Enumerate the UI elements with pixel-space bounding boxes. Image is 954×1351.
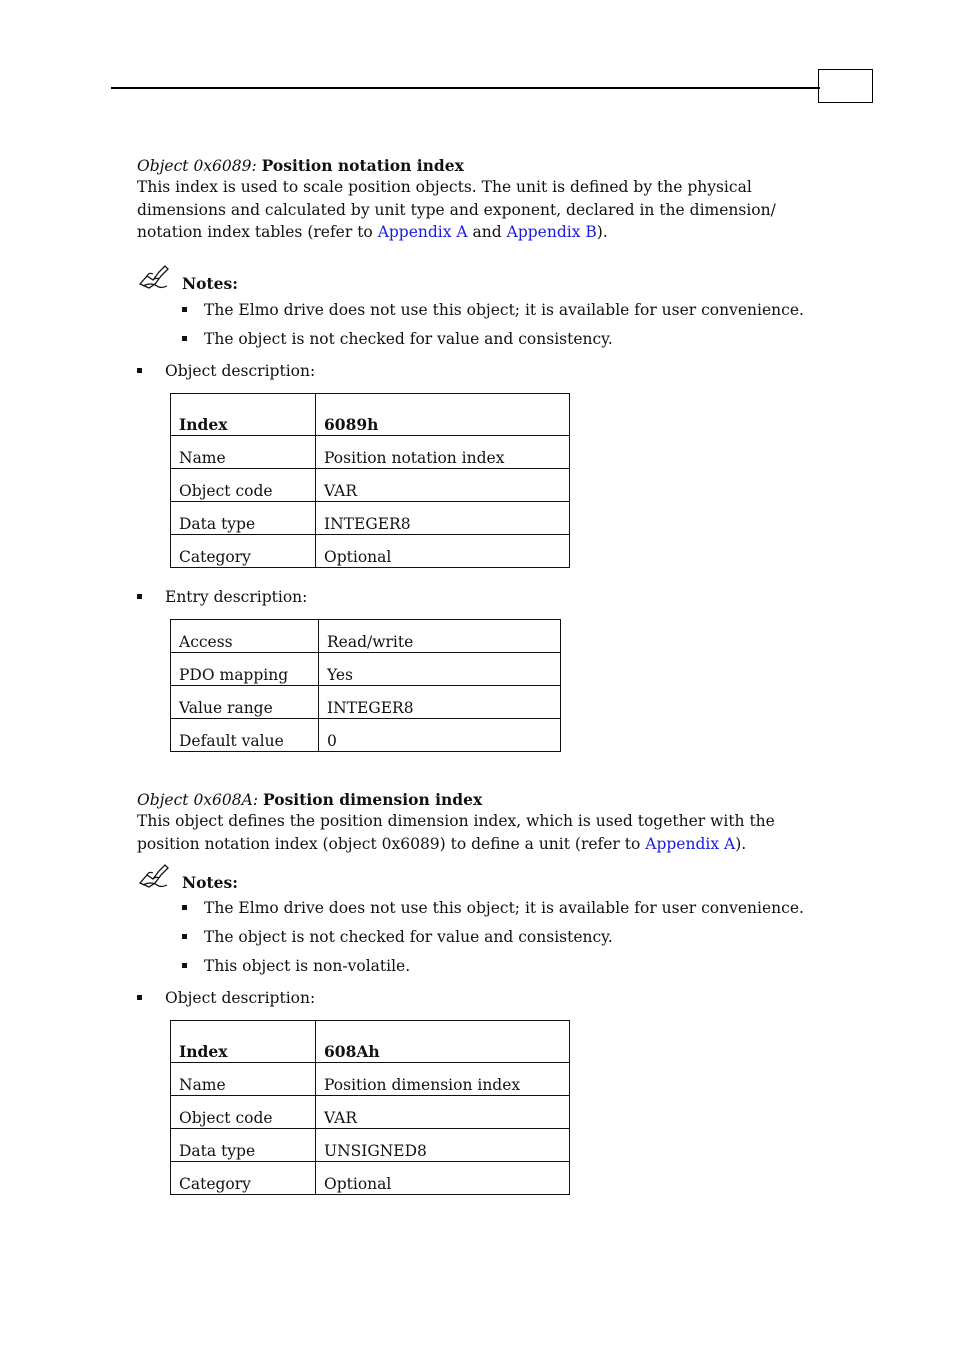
object-id: Object 0x608A: — [137, 791, 259, 809]
table-cell: Index — [171, 1021, 316, 1063]
bullet-icon — [182, 307, 187, 312]
entry-description-table — [170, 619, 561, 752]
table-cell: Yes — [319, 653, 561, 686]
table-cell: Read/write — [319, 620, 561, 653]
table-cell: 0 — [319, 719, 561, 752]
table-row — [171, 394, 570, 436]
table-row — [171, 1021, 570, 1063]
writing-hand-icon — [137, 262, 171, 292]
table-cell: Access — [171, 620, 319, 653]
paragraph-text: ). — [735, 834, 747, 853]
bullet-icon — [182, 905, 187, 910]
table-cell: 608Ah — [316, 1021, 570, 1063]
table-row — [171, 502, 570, 535]
table-row — [171, 653, 561, 686]
paragraph-text: This object defines the position dimension index, which is used together with the position notation index (object 0x6089) to define a unit (refer to — [137, 812, 775, 853]
table-cell: Category — [171, 1162, 316, 1195]
bullet-icon — [182, 336, 187, 341]
table-cell: Category — [171, 535, 316, 568]
table-cell: Optional — [316, 1162, 570, 1195]
object-paragraph — [137, 176, 777, 244]
table-cell: Name — [171, 1063, 316, 1096]
appendix-a-link[interactable]: Appendix A — [645, 834, 736, 853]
paragraph-text: This index is used to scale position objects. The unit is defined by the physical dimensions and calculated by unit type and exponent, declared in the dimension/ notation index tables (refer to — [137, 178, 776, 241]
table-cell: UNSIGNED8 — [316, 1129, 570, 1162]
table-cell: Value range — [171, 686, 319, 719]
table-cell: Optional — [316, 535, 570, 568]
object-description-table — [170, 393, 570, 568]
table-row — [171, 1162, 570, 1195]
table-cell: Position notation index — [316, 436, 570, 469]
object-name: Position dimension index — [263, 790, 483, 809]
table-row — [171, 620, 561, 653]
table-row — [171, 686, 561, 719]
table-cell: VAR — [316, 1096, 570, 1129]
bullet-icon — [182, 963, 187, 968]
object-name: Position notation index — [261, 156, 464, 175]
table-row — [171, 535, 570, 568]
table-row — [171, 719, 561, 752]
section-608a — [137, 790, 837, 855]
table-cell: Data type — [171, 1129, 316, 1162]
table-cell: PDO mapping — [171, 653, 319, 686]
table-row — [171, 1063, 570, 1096]
table-row — [171, 1096, 570, 1129]
object-id: Object 0x6089: — [137, 157, 257, 175]
section-6089 — [137, 156, 837, 244]
table-row — [171, 436, 570, 469]
notes-label: Notes: — [182, 274, 238, 293]
table-cell: INTEGER8 — [319, 686, 561, 719]
notes-label: Notes: — [182, 873, 238, 892]
bullet-icon — [137, 368, 142, 373]
table-cell: Name — [171, 436, 316, 469]
header-rule — [111, 87, 820, 89]
table-cell: Default value — [171, 719, 319, 752]
table-cell: Object code — [171, 1096, 316, 1129]
object-description-table — [170, 1020, 570, 1195]
table-cell: Index — [171, 394, 316, 436]
table-cell: INTEGER8 — [316, 502, 570, 535]
object-title — [137, 790, 837, 810]
table-cell: 6089h — [316, 394, 570, 436]
table-row — [171, 469, 570, 502]
appendix-a-link[interactable]: Appendix A — [377, 223, 468, 241]
object-paragraph — [137, 810, 837, 855]
object-title — [137, 156, 837, 176]
table-cell: Data type — [171, 502, 316, 535]
writing-hand-icon — [137, 861, 171, 891]
table-cell: Object code — [171, 469, 316, 502]
bullet-icon — [137, 995, 142, 1000]
bullet-icon — [182, 934, 187, 939]
paragraph-text: ). — [596, 223, 608, 241]
bullet-icon — [137, 594, 142, 599]
table-cell: VAR — [316, 469, 570, 502]
paragraph-text: and — [467, 223, 507, 241]
table-row — [171, 1129, 570, 1162]
page-number-box — [818, 69, 873, 103]
table-cell: Position dimension index — [316, 1063, 570, 1096]
appendix-b-link[interactable]: Appendix B — [506, 223, 597, 241]
